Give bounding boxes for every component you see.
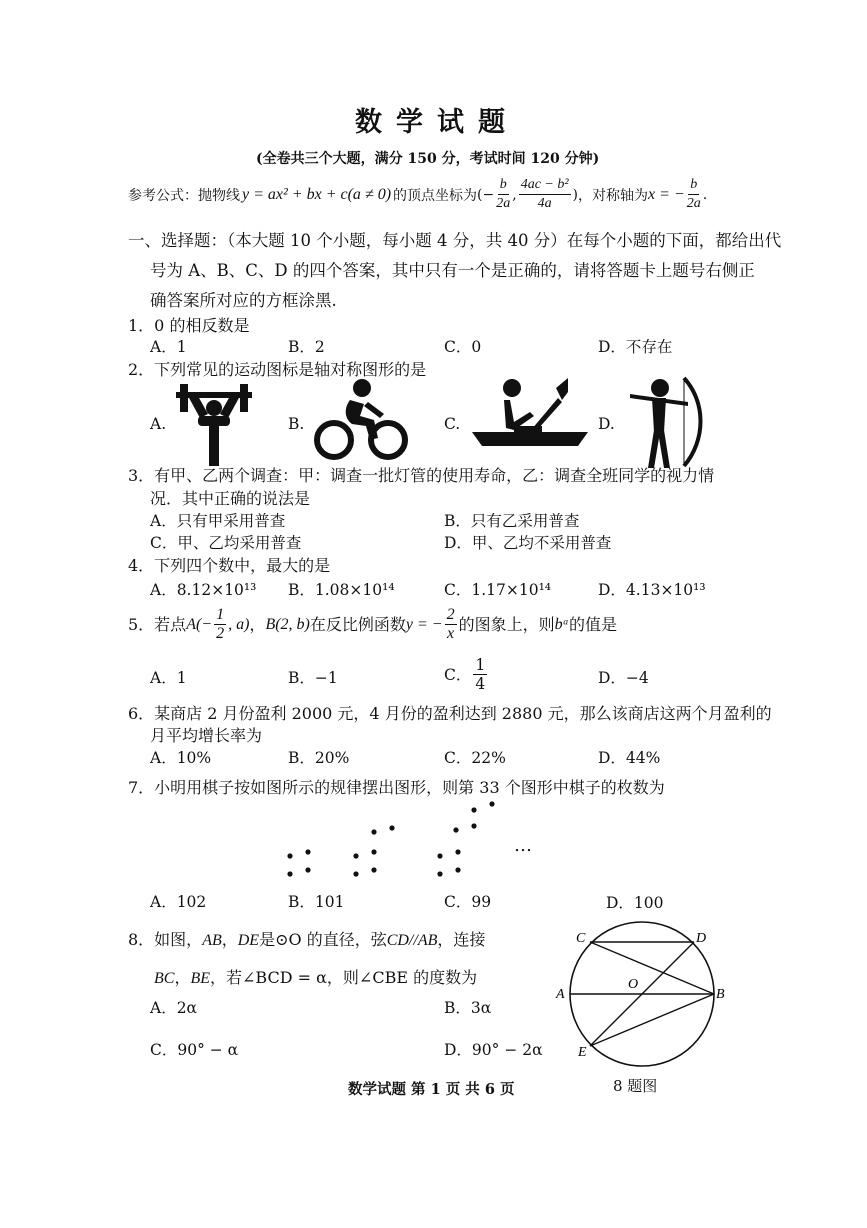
chess-piece bbox=[287, 871, 292, 876]
q4-option-c: C．1.17×10¹⁴ bbox=[444, 581, 552, 599]
page-title: 数学试题 bbox=[355, 107, 519, 138]
label-o: O bbox=[628, 977, 639, 992]
label-c: C bbox=[576, 931, 586, 946]
chess-pattern-figure bbox=[280, 796, 500, 886]
q4-stem: 4．下列四个数中，最大的是 bbox=[128, 556, 331, 575]
q8-stem-line2: BC，BE，若∠BCD = α，则∠CBE 的度数为 bbox=[154, 968, 478, 987]
parabola-equation: y = ax² + bx + c(a ≠ 0) bbox=[242, 185, 392, 203]
q2-option-d: D. bbox=[598, 415, 615, 433]
chess-piece bbox=[287, 853, 292, 858]
formula-mid: 的顶点坐标为 bbox=[393, 187, 478, 204]
q5-stem: 5．若点 A(− $\frac{1}{2}$ , a) ， B(2, b) 在反比例函数 y = − $\frac{2}{x}$ 的图象上，则 bᵃ 的值是 bbox=[128, 606, 617, 642]
q2-option-c: C. bbox=[444, 415, 461, 433]
section1-line2: 号为 A、B、C、D 的四个答案，其中只有一个是正确的，请将答题卡上题号右侧正 bbox=[150, 261, 755, 280]
label-b: B bbox=[716, 987, 725, 1002]
cycling-icon bbox=[314, 378, 410, 464]
q7-option-c: C．99 bbox=[444, 893, 492, 911]
q2-option-b: B. bbox=[288, 415, 305, 433]
figure-caption: 8 题图 bbox=[613, 1077, 658, 1095]
q3-option-b: B．只有乙采用普查 bbox=[444, 512, 580, 530]
reference-formula: 参考公式：抛物线 y = ax² + bx + c(a ≠ 0) 的顶点坐标为 (− $\frac{b}{2a}$ , $\frac{\text{4ac − b²}}{4a}$ ) ，对称轴为 x = − $\frac{b}{2a}$ . bbox=[128, 177, 708, 211]
q4-option-a: A．8.12×10¹³ bbox=[150, 581, 257, 599]
q8-option-b: B．3α bbox=[444, 999, 492, 1017]
q1-option-d: D．不存在 bbox=[598, 338, 673, 356]
chess-piece bbox=[471, 807, 476, 812]
section1-line3: 确答案所对应的方框涂黑. bbox=[150, 291, 337, 310]
q8-option-d: D．90° − 2α bbox=[444, 1041, 543, 1059]
section1-line1: 一、选择题：（本大题 10 个小题，每小题 4 分，共 40 分）在每个小题的下面，都给出代 bbox=[128, 231, 782, 250]
label-e: E bbox=[578, 1045, 587, 1060]
chess-piece bbox=[389, 825, 394, 830]
q2-option-a: A. bbox=[150, 415, 167, 433]
q1-option-b: B．2 bbox=[288, 338, 325, 356]
page-footer: 数学试题 第 1 页 共 6 页 bbox=[348, 1081, 515, 1098]
q1-option-c: C．0 bbox=[444, 338, 482, 356]
chess-piece bbox=[353, 853, 358, 858]
q6-option-c: C．22% bbox=[444, 749, 506, 767]
chess-piece bbox=[455, 867, 460, 872]
q6-option-a: A．10% bbox=[150, 749, 212, 767]
q6-stem: 6．某商店 2 月份盈利 2000 元，4 月份的盈利达到 2880 元，那么该商店这两个月盈利的 bbox=[128, 704, 772, 723]
q5-option-b: B．−1 bbox=[288, 669, 338, 687]
q6-option-d: D．44% bbox=[598, 749, 661, 767]
axis-fraction: $\frac{b}{2a}$ bbox=[686, 177, 701, 211]
chess-piece bbox=[453, 827, 458, 832]
q5-option-c: C． $\frac{1}{4}$ bbox=[444, 656, 486, 693]
chess-piece bbox=[471, 823, 476, 828]
chess-piece bbox=[353, 871, 358, 876]
chess-piece bbox=[371, 849, 376, 854]
q3-stem: 3．有甲、乙两个调查：甲：调查一批灯管的使用寿命，乙：调查全班同学的视力情 bbox=[128, 466, 715, 485]
q2-stem: 2．下列常见的运动图标是轴对称图形的是 bbox=[128, 360, 427, 379]
chess-piece bbox=[305, 867, 310, 872]
q3-option-d: D．甲、乙均不采用普查 bbox=[444, 534, 612, 552]
formula-axis: ，对称轴为 bbox=[578, 187, 649, 204]
rowing-icon bbox=[470, 378, 600, 448]
weightlifting-icon bbox=[176, 378, 252, 466]
q6-stem2: 月平均增长率为 bbox=[150, 726, 263, 745]
q8-stem-line1: 8．如图，AB，DE是⊙O 的直径，弦CD//AB，连接 bbox=[128, 930, 486, 949]
segment-be bbox=[590, 994, 714, 1046]
chess-piece bbox=[371, 867, 376, 872]
exam-subtitle: (全卷共三个大题，满分 150 分，考试时间 120 分钟) bbox=[256, 151, 600, 167]
chess-piece bbox=[455, 849, 460, 854]
q5-option-d: D．−4 bbox=[598, 669, 649, 687]
q3-option-c: C．甲、乙均采用普查 bbox=[150, 534, 302, 552]
pattern-ellipsis: … bbox=[514, 835, 532, 856]
archery-icon bbox=[628, 376, 704, 468]
q7-stem: 7．小明用棋子按如图所示的规律摆出图形，则第 33 个图形中棋子的枚数为 bbox=[128, 778, 665, 797]
q8-option-c: C．90° − α bbox=[150, 1041, 239, 1059]
q6-option-b: B．20% bbox=[288, 749, 350, 767]
q7-option-d: D．100 bbox=[606, 894, 664, 912]
q4-option-b: B．1.08×10¹⁴ bbox=[288, 581, 395, 599]
q7-option-a: A．102 bbox=[150, 893, 207, 911]
q1-stem: 1．0 的相反数是 bbox=[128, 316, 250, 335]
chess-piece bbox=[305, 849, 310, 854]
q3-stem2: 况．其中正确的说法是 bbox=[150, 489, 311, 508]
label-d: D bbox=[696, 931, 707, 946]
q1-option-a: A．1 bbox=[150, 338, 187, 356]
vertex-x-fraction: $\frac{b}{2a}$ bbox=[496, 177, 511, 211]
label-a: A bbox=[556, 987, 565, 1002]
q7-option-b: B．101 bbox=[288, 893, 345, 911]
chess-piece bbox=[371, 829, 376, 834]
segment-bc bbox=[590, 942, 714, 994]
vertex-y-fraction: $\frac{\text{4ac − b²}}{4a}$ bbox=[520, 177, 569, 211]
chess-piece bbox=[489, 801, 494, 806]
chess-piece bbox=[437, 853, 442, 858]
q3-option-a: A．只有甲采用普查 bbox=[150, 512, 286, 530]
circle-diagram bbox=[552, 920, 732, 1060]
chess-piece bbox=[437, 871, 442, 876]
q4-option-d: D．4.13×10¹³ bbox=[598, 581, 706, 599]
q8-option-a: A．2α bbox=[150, 999, 198, 1017]
q5-option-a: A．1 bbox=[150, 669, 187, 687]
formula-prefix: 参考公式：抛物线 bbox=[128, 187, 240, 204]
